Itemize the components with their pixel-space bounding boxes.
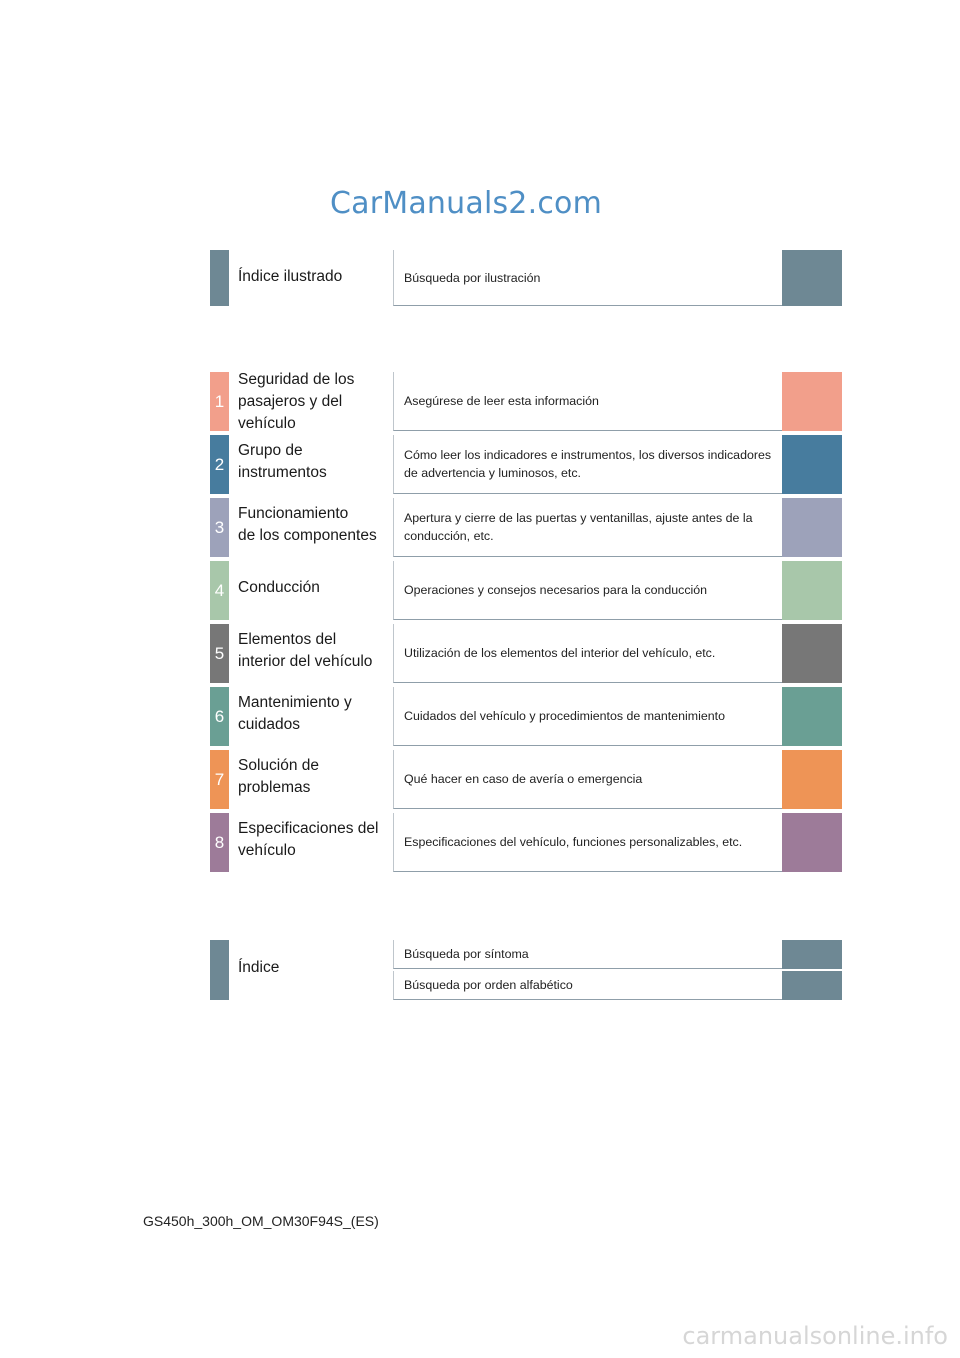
index-item-alphabetical[interactable] <box>210 971 842 1000</box>
index-desc-box <box>393 940 782 969</box>
chapter-title: Seguridad de los pasajeros y del vehículo <box>238 371 355 432</box>
index-desc-box <box>393 971 782 1000</box>
chapter-title: Elementos del interior del vehículo <box>238 631 373 670</box>
chapter-desc-box <box>393 813 782 872</box>
index-illustrated-row[interactable] <box>210 250 842 306</box>
chapter-edge-tab <box>782 813 842 872</box>
chapter-number-tab: 3 <box>210 498 229 557</box>
chapter-desc: Apertura y cierre de las puertas y ventanillas, ajuste antes de la conducción, etc. <box>404 511 753 543</box>
index-edge-tab <box>782 940 842 969</box>
chapter-row-2[interactable] <box>210 435 842 494</box>
index-item-symptom[interactable] <box>210 940 842 969</box>
chapter-desc-box <box>393 498 782 557</box>
chapter-edge-tab <box>782 687 842 746</box>
chapter-edge-tab <box>782 624 842 683</box>
chapter-title: Grupo de instrumentos <box>238 442 327 481</box>
chapter-edge-tab <box>782 435 842 494</box>
chapter-number-tab: 8 <box>210 813 229 872</box>
chapter-edge-tab <box>782 498 842 557</box>
chapter-desc: Especificaciones del vehículo, funciones personalizables, etc. <box>404 835 743 849</box>
index-edge-tab <box>782 971 842 1000</box>
index-illustrated-edge-tab <box>782 250 842 306</box>
document-code: GS450h_300h_OM_OM30F94S_(ES) <box>143 1213 379 1229</box>
chapter-desc: Qué hacer en caso de avería o emergencia <box>404 772 643 786</box>
chapter-edge-tab <box>782 561 842 620</box>
chapter-title: Solución de problemas <box>238 757 320 796</box>
chapter-row-7[interactable] <box>210 750 842 809</box>
watermark-bottom: carmanualsonline.info <box>682 1322 948 1350</box>
index-desc: Búsqueda por orden alfabético <box>404 978 573 992</box>
chapter-desc-box <box>393 372 782 431</box>
chapter-title: Especificaciones del vehículo <box>238 820 379 859</box>
chapter-desc-box <box>393 561 782 620</box>
chapter-row-8[interactable] <box>210 813 842 872</box>
chapter-desc-box <box>393 624 782 683</box>
chapter-title: Funcionamiento de los componentes <box>238 505 377 544</box>
chapter-number-tab: 2 <box>210 435 229 494</box>
chapter-edge-tab <box>782 372 842 431</box>
watermark-top: CarManuals2.com <box>330 186 603 221</box>
chapter-number-tab: 6 <box>210 687 229 746</box>
chapter-desc: Asegúrese de leer esta información <box>404 394 599 408</box>
index-title: Índice <box>238 959 280 976</box>
chapter-number-tab: 7 <box>210 750 229 809</box>
index-illustrated-desc-box <box>393 250 782 306</box>
chapter-desc-box <box>393 435 782 494</box>
chapter-edge-tab <box>782 750 842 809</box>
chapter-number-tab: 1 <box>210 372 229 431</box>
index-illustrated-desc: Búsqueda por ilustración <box>404 270 541 285</box>
chapter-desc-box <box>393 687 782 746</box>
chapter-desc: Utilización de los elementos del interior del vehículo, etc. <box>404 646 716 660</box>
chapter-row-5[interactable] <box>210 624 842 683</box>
chapter-number-tab: 4 <box>210 561 229 620</box>
chapter-row-3[interactable] <box>210 498 842 557</box>
chapter-row-4[interactable] <box>210 561 842 620</box>
chapter-desc-box <box>393 750 782 809</box>
index-illustrated-title: Índice ilustrado <box>238 268 343 285</box>
chapter-desc: Cómo leer los indicadores e instrumentos, los diversos indicadores de advertencia y luminosos, etc. <box>404 448 772 480</box>
chapter-title: Conducción <box>238 579 320 596</box>
chapter-row-6[interactable] <box>210 687 842 746</box>
index-illustrated-tab <box>210 250 229 306</box>
chapter-number-tab: 5 <box>210 624 229 683</box>
chapter-row-1[interactable] <box>210 372 842 431</box>
chapter-title: Mantenimiento y cuidados <box>238 694 352 733</box>
chapter-desc: Operaciones y consejos necesarios para la conducción <box>404 583 708 597</box>
index-desc: Búsqueda por síntoma <box>404 947 529 961</box>
chapter-desc: Cuidados del vehículo y procedimientos de mantenimiento <box>404 709 725 723</box>
